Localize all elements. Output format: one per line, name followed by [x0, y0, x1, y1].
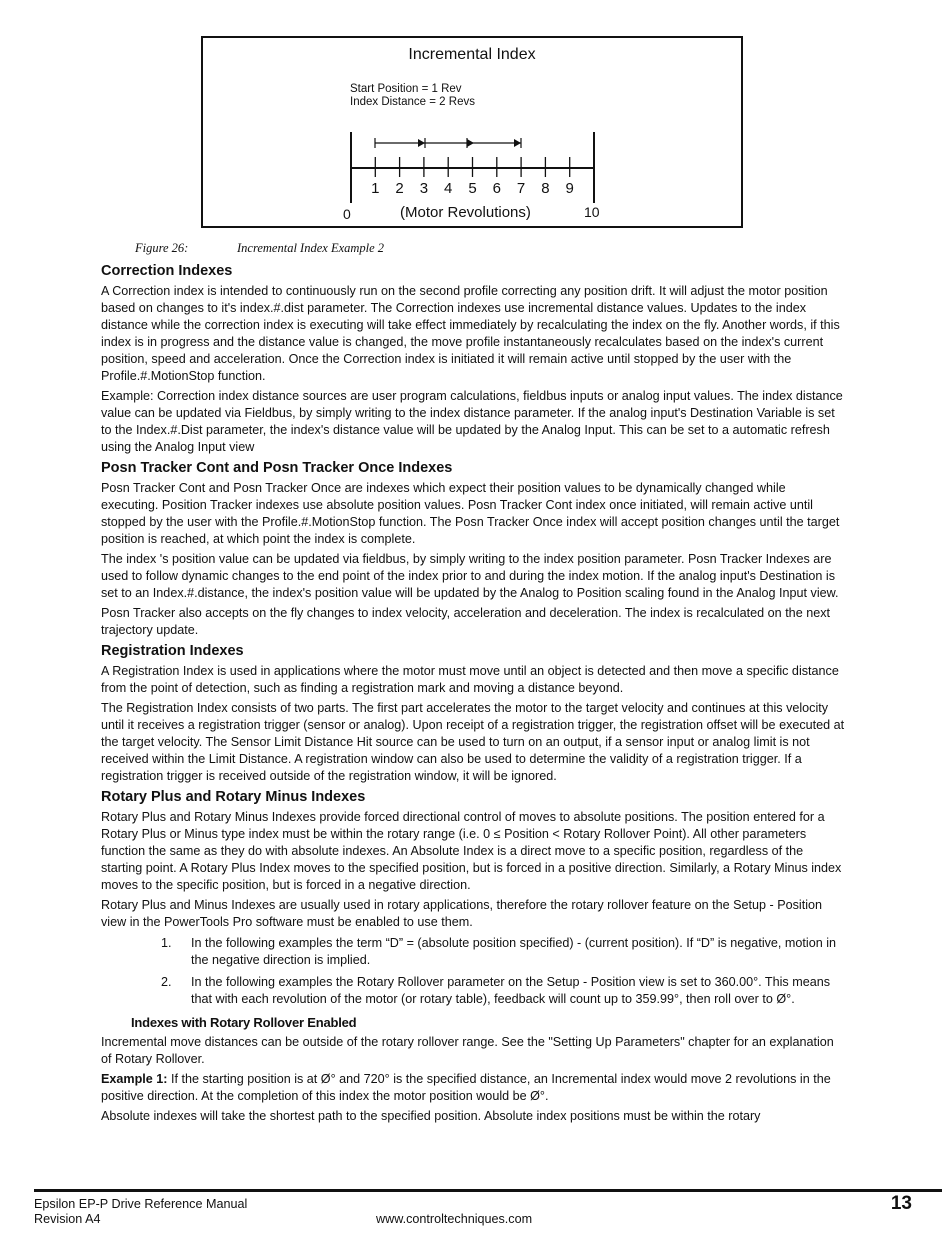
list-item [101, 974, 845, 1008]
start-position-label: Start Position = 1 Rev [350, 83, 462, 95]
tick-label: 6 [492, 180, 501, 197]
tick-label: 3 [419, 180, 429, 197]
example-label: Example 1: [101, 1072, 168, 1086]
figure-title: Incremental Index [408, 46, 536, 63]
paragraph: Absolute indexes will take the shortest path to the specified position. Absolute index positions must be within the rotary [101, 1109, 761, 1123]
page-content [101, 259, 845, 1128]
footer-website: www.controltechniques.com [376, 1212, 533, 1226]
paragraph: A Correction index is intended to continuously run on the second profile correcting any position drift. It will adjust the motor position based on changes to it's index.#.dist parameter. The Correction indexes use incremental distance values. Updates to the index distance while the correction index is executing will take effect immediately by recalculating the index on the fly. Another words, if this index is in progress and the distance value is changed, the move profile instantaneously recalculates based on the index's current position, speed and acceleration. Once the Correction index is initiated it will remain active until stopped by the user with the Profile.#.MotionStop function. [101, 284, 840, 383]
arrow-2 [467, 139, 474, 147]
tick-label: 8 [541, 180, 550, 197]
heading-posn-tracker: Posn Tracker Cont and Posn Tracker Once Indexes [101, 460, 453, 476]
tick-label: 1 [371, 180, 380, 197]
axis-label: (Motor Revolutions) [400, 204, 531, 221]
list-number: 1. [161, 936, 172, 950]
paragraph: Incremental move distances can be outside of the rotary rollover range. See the "Setting Up Parameters" chapter for an explanation of Rotary Rollover. [101, 1035, 834, 1066]
list-text: In the following examples the Rotary Rollover parameter on the Setup - Position view is set to 360.00°. This means that with each revolution of the motor (or rotary table), feedback will count up to 359.99°, then roll over to Ø°. [191, 975, 831, 1006]
paragraph: The Registration Index consists of two parts. The first part accelerates the motor to the target velocity and continues at this velocity until it receives a registration trigger (sensor or analog). Upon receipt of a registration trigger, the registration offset will be executed at the target velocity. The Sensor Limit Distance Hit source can be used to turn on an output, if a sensor input or analog limit is not received within the Limit Distance. A registration window can also be used to determine the validity of a registration trigger. If a registration trigger is received outside of the registration window, it will be ignored. [101, 701, 845, 783]
footer-rule [34, 1189, 942, 1192]
paragraph: Example: Correction index distance sources are user program calculations, fieldbus inputs or analog input values. The index distance value can be updated via Fieldbus, by simply writing to the index distance parameter. If the analog input's Destination Variable is set to the Index.#.Dist parameter, the index's distance value will be updated by the Analog Input. This can be set to a automatic refresh using the Analog Input view [101, 389, 843, 454]
list-text: In the following examples the term “D” = (absolute position specified) - (current position). If “D” is negative, motion in the negative direction is implied. [191, 936, 837, 967]
paragraph-example [101, 1071, 845, 1105]
paragraph: Rotary Plus and Minus Indexes are usually used in rotary applications, therefore the rotary rollover feature on the Setup - Position view in the PowerTools Pro software must be enabled to use them. [101, 898, 823, 929]
heading-correction: Correction Indexes [101, 263, 233, 279]
numbered-list [101, 935, 845, 1008]
footer-revision: Revision A4 [34, 1212, 101, 1226]
index-distance-label: Index Distance = 2 Revs [350, 96, 475, 108]
tick-label: 2 [395, 180, 404, 197]
tick-label: 5 [468, 180, 477, 197]
arrow-3 [514, 139, 521, 147]
heading-registration: Registration Indexes [101, 643, 244, 659]
paragraph: Rotary Plus and Rotary Minus Indexes provide forced directional control of moves to absolute positions. The position entered for a Rotary Plus or Minus type index must be within the rotary range (i.e. 0 ≤ Position < Rotary Rollover Point). All other parameters function the same as they do with absolute indexes. An Absolute Index is a direct move to a specific position, regardless of the starting point. A Rotary Plus Index moves to the specified position, but is forced in a positive direction. Similarly, a Rotary Minus index moves to the specific position, but is forced in a negative direction. [101, 810, 842, 892]
tick-label: 7 [516, 180, 526, 197]
figure-caption [135, 241, 385, 256]
list-item [101, 935, 845, 969]
heading-rollover-enabled: Indexes with Rotary Rollover Enabled [131, 1015, 357, 1030]
paragraph: Posn Tracker also accepts on the fly changes to index velocity, acceleration and deceleration. The index is recalculated on the next trajectory update. [101, 606, 830, 637]
heading-rotary: Rotary Plus and Rotary Minus Indexes [101, 789, 366, 805]
list-number: 2. [161, 975, 172, 989]
paragraph: A Registration Index is used in applications where the motor must move until an object is detected and then move a specific distance from the point of detection, such as finding a registration mark and moving a distance beyond. [101, 664, 839, 695]
example-text: If the starting position is at Ø° and 720° is the specified distance, an Incremental index would move 2 revolutions in the positive direction. At the completion of this index the motor position would be Ø°. [101, 1072, 831, 1103]
axis-start-label: 0 [343, 206, 351, 222]
paragraph: Posn Tracker Cont and Posn Tracker Once are indexes which expect their position values to be dynamically changed while executing. Position Tracker indexes use absolute position values. Posn Tracker Cont index once initiated, will remain active until stopped by the user with the Profile.#.MotionStop function. The Posn Tracker Once index will accept position changes until the target position is reached, at which point the index is complete. [101, 481, 840, 546]
caption-number: Figure 26: [135, 241, 189, 255]
tick-label: 9 [565, 180, 574, 197]
paragraph: The index 's position value can be updated via fieldbus, by simply writing to the index position parameter. Posn Tracker Indexes are used to follow dynamic changes to the end point of the index prior to and during the index motion. If the analog input's Destination is set to an Index.#.distance, the index's position value will be updated by the Analog to Position scaling found in the Analog Input view. [101, 552, 839, 600]
arrow-1 [418, 139, 425, 147]
axis-end-label: 10 [584, 204, 600, 220]
figure-incremental-index [201, 36, 743, 228]
page-number: 13 [890, 1193, 912, 1214]
caption-title: Incremental Index Example 2 [237, 241, 385, 255]
tick-label: 4 [444, 180, 453, 197]
number-line-diagram [203, 38, 745, 230]
footer-manual-title: Epsilon EP-P Drive Reference Manual [34, 1197, 248, 1211]
